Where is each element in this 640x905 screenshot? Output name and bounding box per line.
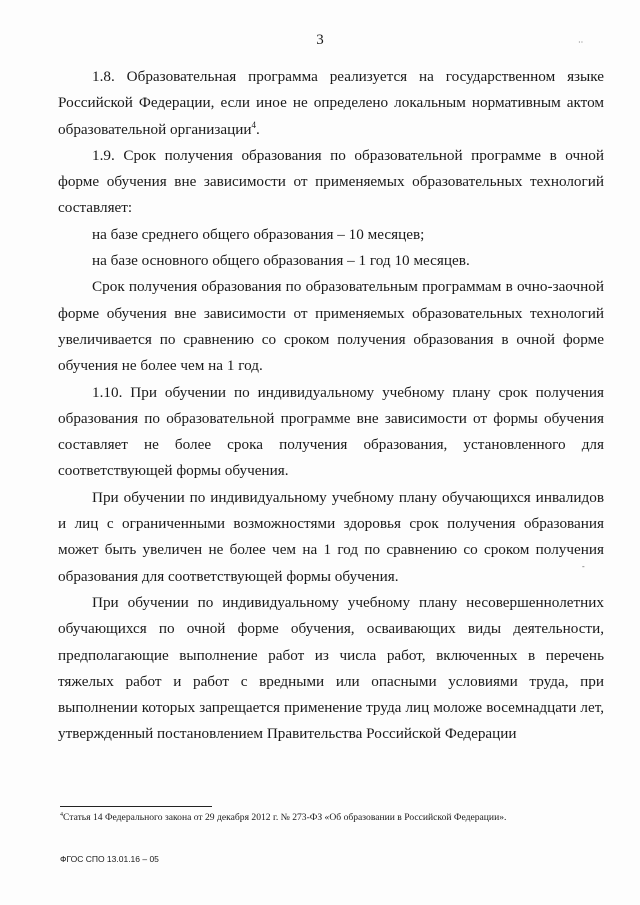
list-item-basic-base: на базе основного общего образования – 1 год 10 месяцев. (92, 252, 470, 270)
footnote-text: Статья 14 Федерального закона от 29 декабря 2012 г. № 273-ФЗ «Об образовании в Российской Федерации». (63, 812, 507, 823)
paragraph-1-10: 1.10. При обучении по индивидуальному учебному плану срок получения образования по образовательной программе вне зависимости от формы обучения составляет не более срока получения образования, установленного для соответствующей формы обучения. (58, 383, 604, 480)
page-number: 3 (316, 32, 324, 48)
paragraph-minors: При обучении по индивидуальному учебному плану несовершеннолетних обучающихся по очной форме обучения, осваивающих виды деятельности, предполагающие выполнение работ из числа работ, включенных в перечень тяжелых работ и работ с вредными или опасными условиями труда, при выполнении которых запрещается применение труда лиц моложе восемнадцати лет, утвержденный постановлением Правительства Российской Федерации (58, 593, 604, 743)
footnote (60, 812, 620, 824)
paragraph-disabled-students: При обучении по индивидуальному учебному плану обучающихся инвалидов и лиц с ограниченными возможностями здоровья срок получения образования может быть увеличен не более чем на 1 год по сравнению со сроком получения образования для соответствующей формы обучения. (58, 488, 604, 585)
paragraph-1-8 (58, 64, 604, 143)
footnote-marker: 4 (60, 811, 63, 818)
document-body (58, 64, 604, 748)
paragraph-1-9: 1.9. Срок получения образования по образовательной программе в очной форме обучения вне зависимости от применяемых образовательных технологий составляет: (58, 146, 604, 217)
footnote-divider (60, 806, 212, 807)
document-code: ФГОС СПО 13.01.16 – 05 (60, 854, 159, 864)
scan-speck: ·· (578, 38, 584, 47)
paragraph-1-8-end: . (256, 120, 260, 138)
paragraph-part-time: Срок получения образования по образовательным программам в очно-заочной форме обучения вне зависимости от применяемых образовательных технологий увеличивается по сравнению со сроком получения образования в очной форме обучения не более чем на 1 год. (58, 278, 604, 375)
paragraph-1-8-text: 1.8. Образовательная программа реализуется на государственном языке Российской Федерации, если иное не определено локальным нормативным актом образовательной организации (58, 68, 604, 138)
footnote-reference: 4 (251, 119, 257, 130)
scan-speck: - (582, 562, 585, 571)
list-item-secondary-base: на базе среднего общего образования – 10 месяцев; (92, 225, 425, 243)
